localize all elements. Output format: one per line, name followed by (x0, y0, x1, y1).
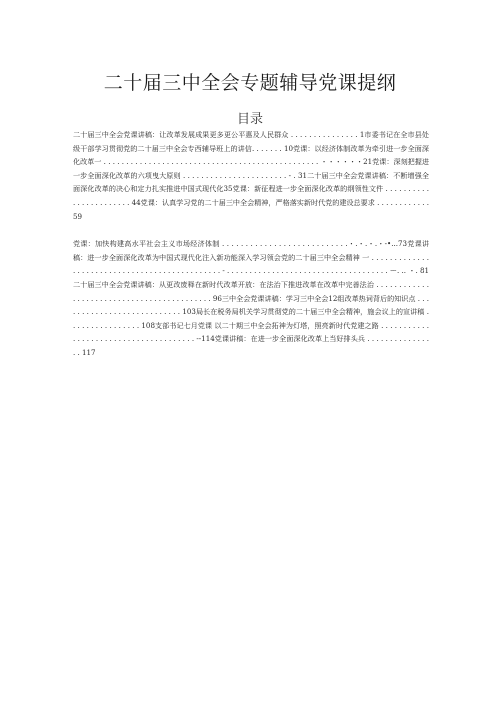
toc-heading: 目录 (236, 112, 263, 127)
document-title: 二十届三中全会专题辅导党课提纲 (103, 72, 397, 94)
toc-paragraph: 二十届三中全会党课讲稿：让改革发展成果更多更公平惠及人民群众 . . . . . . . . . . . . . . . 1市委书记在全市县处级干部学习贯彻党的二十届三中全会专西辅导班上的讲信. . . . . . . 10党课：以经济体制改革为牵引进一步全面深化改革一 . . . . . . . . . . . . . . . . . . . . . . . . . . . . . . . . . . . . . . . . . . . . . . . . ・・・・・・21党课：深刻把握进一步全面深化改革的六项曳大原则 . . . . . . . . . . . . . . . . . . . . . . . - . 31二十届三中全会党课讲稿：不断增强全面深化改革的决心和定力扎实推进中国式现代化35党课：新征程进一步全面深化改革的纲领性文件 . . . . . . . . . . . . . . . . . . . . . . . 44党课：认真学习党的二十届三中全会精神，严格落实新时代党的建设总要求 . . . . . . . . . . . . 59 (73, 130, 429, 221)
table-of-contents (73, 128, 429, 360)
toc-paragraph: 党课：加快构建高水平社会主义市场经济体制 . . . . . . . . . . . . . . . . . . . . . . . . . . .・.・.・.・-•...73党课讲稿：进一步全面深化改革为中国式现代化注入新功能深入学习领会党的二十届三中全会精神 一 . . . . . . . . . . . . . . . . . . . . . . . . . . . . . . . . . . . . . . . . . . . . . . - . . . . . . . . . . . . . . . . . . . . . . . . . . . . . . . . . . . . ー. .. ・. 81二十届三中全会党课讲稿：从更改废释在新时代改革开放：在法治下推进改革在改革中完善法治 . . . . . . . . . . . . . . . . . . . . . . . . . . . . . . . . . . . . . . . . . . . 96三中全会党课讲稿：学习三中全会12组改革热词背后的知识点 . . . . . . . . . . . . . . . . . . . . . . . . . . . 103局长在税务局机关学习贯彻党的二十届三中全会精神，施会议上的宣讲稿 . . . . . . . . . . . . . . . . 108支部书记七月党课 以二十期三中全会拓神为灯塔，照亮新时代党建之路 . . . . . . . . . . . . . . . . . . . . . . . . . . . . . . . . . . . . . . --114党课讲稿：在进一步全面深化改革上当好排头兵 . . . . . . . . . . . . . . . . 117 (73, 239, 429, 357)
